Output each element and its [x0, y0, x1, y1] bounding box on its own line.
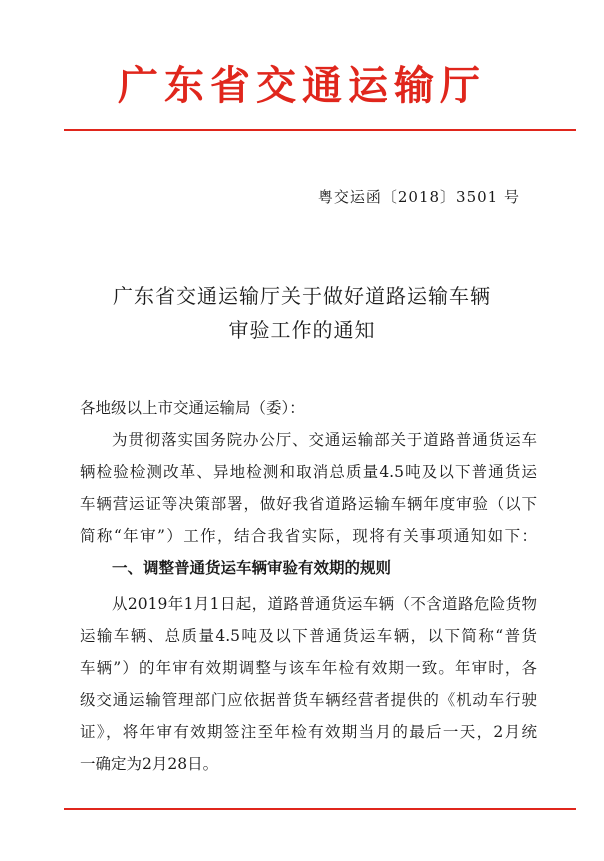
- paragraph-1-line-1: 为贯彻落实国务院办公厅、交通运输部关于道路普通货运车: [112, 431, 537, 449]
- salutation: 各地级以上市交通运输局（委）：: [80, 399, 305, 417]
- section-1-line-1: 从2019年1月1日起，道路普通货运车辆（不含道路危险货物: [112, 595, 537, 613]
- section-1-line-4: 级交通运输管理部门应依据普货车辆经营者提供的《机动车行驶: [80, 691, 537, 709]
- document-number: 粤交运函〔2018〕3501 号: [317, 188, 520, 206]
- letterhead-red-rule: [64, 129, 576, 131]
- document-title-line-2: 审验工作的通知: [228, 318, 376, 342]
- section-1-heading: 一、调整普通货运车辆审验有效期的规则: [112, 559, 392, 577]
- letterhead-agency-name: 广东省交通运输厅: [118, 62, 486, 109]
- section-1-line-5: 证》，将年审有效期签注至年检有效期当月的最后一天，2月统: [80, 723, 537, 741]
- footer-red-rule: [64, 808, 576, 810]
- paragraph-1-line-4: 简称“年审”）工作，结合我省实际，现将有关事项通知如下：: [80, 527, 537, 545]
- paragraph-1-line-2: 辆检验检测改革、异地检测和取消总质量4.5吨及以下普通货运: [80, 463, 537, 481]
- paragraph-1-line-3: 车辆营运证等决策部署，做好我省道路运输车辆年度审验（以下: [80, 495, 537, 513]
- document-title-line-1: 广东省交通运输厅关于做好道路运输车辆: [113, 284, 491, 308]
- section-1-line-6: 一确定为2月28日。: [80, 755, 219, 773]
- section-1-line-3: 车辆”）的年审有效期调整与该车年检有效期一致。年审时，各: [80, 659, 537, 677]
- section-1-line-2: 运输车辆、总质量4.5吨及以下普通货运车辆，以下简称“普货: [80, 627, 537, 645]
